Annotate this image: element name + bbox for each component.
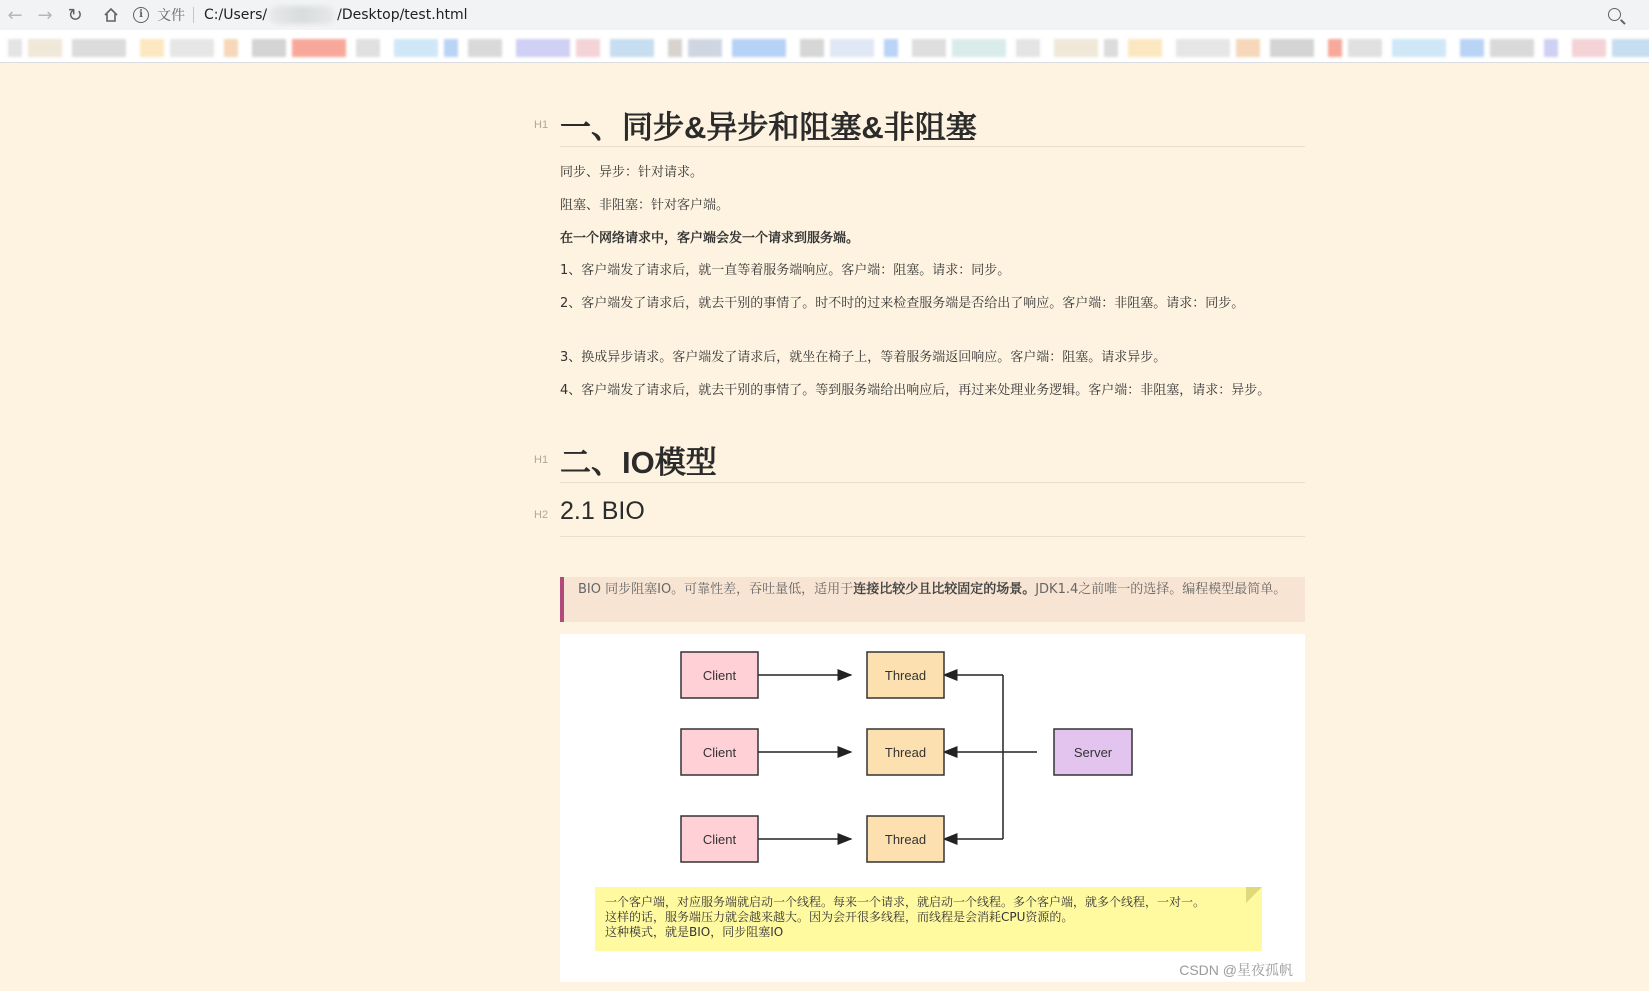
bookmark-item[interactable] (1460, 39, 1484, 57)
section1-heading: 一、同步&异步和阻塞&非阻塞 (560, 110, 977, 145)
note-line: 这样的话，服务端压力就会越来越大。因为会开很多线程，而线程是会消耗CPU资源的。 (605, 910, 1074, 924)
client-label: Client (702, 745, 737, 760)
bookmark-item[interactable] (912, 39, 946, 57)
bookmark-item[interactable] (830, 39, 874, 57)
heading-rule (560, 536, 1305, 537)
bookmark-item[interactable] (1270, 39, 1314, 57)
bookmark-item[interactable] (224, 39, 238, 57)
note-line: 一个客户端，对应服务端就启动一个线程。每来一个请求，就启动一个线程。多个客户端，就多个线程，一对一。 (605, 895, 1206, 909)
subsection-heading: 2.1 BIO (560, 497, 645, 525)
note-line: 这种模式，就是BIO，同步阻塞IO (605, 925, 784, 939)
bookmark-item[interactable] (1236, 39, 1260, 57)
bookmark-item[interactable] (394, 39, 438, 57)
bookmark-item[interactable] (1328, 39, 1342, 57)
bookmark-item[interactable] (688, 39, 722, 57)
bookmark-item[interactable] (1572, 39, 1606, 57)
paragraph: 阻塞、非阻塞：针对客户端。 (560, 198, 730, 213)
reload-icon[interactable]: ↻ (67, 4, 83, 26)
server-label: Server (1073, 745, 1113, 760)
section2-heading: 二、IO模型 (560, 445, 717, 480)
note-text (605, 895, 1205, 940)
bookmark-item[interactable] (170, 39, 214, 57)
bookmark-item[interactable] (252, 39, 286, 57)
bookmark-item[interactable] (952, 39, 1006, 57)
h1-marker: H1 (534, 454, 549, 466)
bookmark-item[interactable] (576, 39, 600, 57)
quote-text: BIO 同步阻塞IO。可靠性差，吞吐量低，适用于 (578, 582, 854, 597)
file-label: 文件 (157, 8, 185, 24)
bookmark-item[interactable] (1348, 39, 1382, 57)
bookmark-item[interactable] (28, 39, 62, 57)
url-suffix: /Desktop/test.html (337, 7, 468, 23)
address-bar[interactable] (133, 3, 1633, 27)
bookmark-item[interactable] (1544, 39, 1558, 57)
heading-rule (560, 146, 1305, 147)
bookmark-item[interactable] (516, 39, 570, 57)
bookmark-item[interactable] (1490, 39, 1534, 57)
bookmark-item[interactable] (356, 39, 380, 57)
paragraph: 2、客户端发了请求后，就去干别的事情了。时不时的过来检查服务端是否给出了响应。客户端：非阻塞。请求：同步。 (560, 296, 1245, 311)
bookmark-item[interactable] (668, 39, 682, 57)
bookmark-item[interactable] (1016, 39, 1040, 57)
url-prefix: C:/Users/ (204, 7, 268, 23)
bookmark-item[interactable] (292, 39, 346, 57)
info-icon[interactable]: i (133, 7, 149, 23)
redacted-username (269, 6, 335, 24)
h1-marker: H1 (534, 119, 549, 131)
omnibox-separator (193, 7, 194, 23)
blockquote (560, 577, 1305, 622)
bookmark-item[interactable] (884, 39, 898, 57)
bookmark-item[interactable] (1104, 39, 1118, 57)
bookmark-item[interactable] (1392, 39, 1446, 57)
bookmark-item[interactable] (444, 39, 458, 57)
paragraph: 4、客户端发了请求后，就去干别的事情了。等到服务端给出响应后，再过来处理业务逻辑。客户端：非阻塞，请求：异步。 (560, 383, 1271, 398)
bookmark-item[interactable] (1128, 39, 1162, 57)
quote-text: JDK1.4之前唯一的选择。编程模型最简单。 (1035, 582, 1287, 597)
heading-rule (560, 482, 1305, 483)
client-label: Client (702, 668, 737, 683)
bookmark-item[interactable] (1054, 39, 1098, 57)
back-arrow-icon[interactable]: ← (7, 4, 23, 26)
forward-arrow-icon[interactable]: → (37, 4, 53, 26)
thread-label: Thread (884, 832, 927, 847)
h2-marker: H2 (534, 509, 549, 521)
bio-diagram (560, 634, 1305, 982)
paragraph-bold: 在一个网络请求中，客户端会发一个请求到服务端。 (560, 231, 860, 246)
paragraph: 同步、异步：针对请求。 (560, 165, 704, 180)
bookmark-item[interactable] (468, 39, 502, 57)
quote-bold-text: 连接比较少且比较固定的场景。 (853, 582, 1036, 597)
bookmark-item[interactable] (8, 39, 22, 57)
zoom-icon[interactable] (1608, 8, 1621, 21)
browser-toolbar (0, 0, 1649, 30)
thread-label: Thread (884, 668, 927, 683)
bookmark-item[interactable] (1176, 39, 1230, 57)
bookmark-item[interactable] (140, 39, 164, 57)
client-label: Client (702, 832, 737, 847)
bookmark-item[interactable] (732, 39, 786, 57)
bookmark-item[interactable] (610, 39, 654, 57)
paragraph: 3、换成异步请求。客户端发了请求后，就坐在椅子上，等着服务端返回响应。客户端：阻塞。请求异步。 (560, 350, 1167, 365)
bookmarks-bar (0, 30, 1649, 63)
csdn-watermark: CSDN @星夜孤帆 (1179, 962, 1293, 978)
bookmark-item[interactable] (800, 39, 824, 57)
paragraph: 1、客户端发了请求后，就一直等着服务端响应。客户端：阻塞。请求：同步。 (560, 263, 1011, 278)
bookmark-item[interactable] (72, 39, 126, 57)
bookmark-item[interactable] (1612, 39, 1649, 57)
sticky-note (595, 887, 1262, 951)
home-icon[interactable] (96, 1, 126, 29)
thread-label: Thread (884, 745, 927, 760)
note-fold-corner (1246, 887, 1262, 903)
